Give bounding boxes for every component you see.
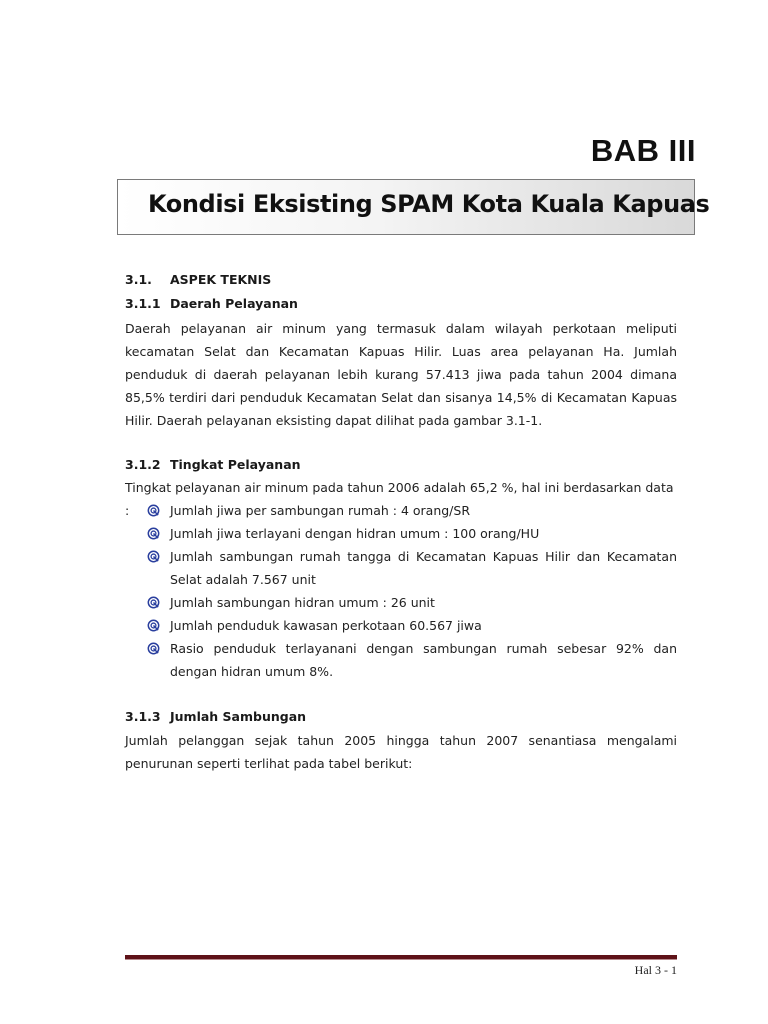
list-item-text: Jumlah penduduk kawasan perkotaan 60.567 jiwa — [170, 618, 482, 633]
subsection-title: Tingkat Pelayanan — [170, 457, 301, 472]
subsection-heading-3-1-2 — [125, 457, 301, 472]
list-item — [147, 637, 677, 683]
page-number: Hal 3 - 1 — [634, 963, 677, 977]
section-title: ASPEK TEKNIS — [170, 272, 272, 287]
swirl-bullet-icon — [147, 550, 160, 563]
section-heading — [125, 272, 271, 287]
list-item-text: Jumlah jiwa terlayani dengan hidran umum : 100 orang/HU — [170, 526, 540, 541]
list-item — [147, 499, 677, 522]
subsection-heading-3-1-3 — [125, 709, 306, 724]
swirl-bullet-icon — [147, 596, 160, 609]
paragraph-daerah-pelayanan: Daerah pelayanan air minum yang termasuk dalam wilayah perkotaan meliputi kecamatan Selat dan Kecamatan Kapuas Hilir. Luas area pelayanan Ha. Jumlah penduduk di daerah pelayanan lebih kurang 57.413 jiwa pada tahun 2004 dimana 85,5% terdiri dari penduduk Kecamatan Selat dan sisanya 14,5% di Kecamatan Kapuas Hilir. Daerah pelayanan eksisting dapat dilihat pada gambar 3.1-1. — [125, 321, 677, 428]
footer-divider — [125, 955, 677, 960]
swirl-bullet-icon — [147, 619, 160, 632]
list-item — [147, 522, 677, 545]
list-item — [147, 545, 677, 591]
subsection-title: Daerah Pelayanan — [170, 296, 298, 311]
paragraph-tingkat-pelayanan-intro: Tingkat pelayanan air minum pada tahun 2006 adalah 65,2 %, hal ini berdasarkan data : — [125, 480, 674, 518]
chapter-title-box — [117, 179, 710, 235]
subsection-heading-3-1-1 — [125, 296, 298, 311]
list-item-text: Rasio penduduk terlayanani dengan sambungan rumah sebesar 92% dan dengan hidran umum 8%. — [170, 641, 677, 679]
list-item-text: Jumlah sambungan rumah tangga di Kecamatan Kapuas Hilir dan Kecamatan Selat adalah 7.567 unit — [170, 549, 677, 587]
list-item — [147, 591, 677, 614]
list-item — [147, 614, 677, 637]
swirl-bullet-icon — [147, 504, 160, 517]
list-item-text: Jumlah jiwa per sambungan rumah : 4 orang/SR — [170, 503, 471, 518]
bullet-list-tingkat-pelayanan — [147, 499, 677, 683]
section-number: 3.1. — [125, 272, 152, 287]
chapter-title: Kondisi Eksisting SPAM Kota Kuala Kapuas — [148, 190, 710, 218]
list-item-text: Jumlah sambungan hidran umum : 26 unit — [170, 595, 435, 610]
subsection-number: 3.1.2 — [125, 457, 161, 472]
subsection-number: 3.1.1 — [125, 296, 161, 311]
paragraph-jumlah-sambungan: Jumlah pelanggan sejak tahun 2005 hingga tahun 2007 senantiasa mengalami penurunan seperti terlihat pada tabel berikut: — [125, 733, 677, 771]
swirl-bullet-icon — [147, 527, 160, 540]
swirl-bullet-icon — [147, 642, 160, 655]
subsection-number: 3.1.3 — [125, 709, 161, 724]
subsection-title: Jumlah Sambungan — [170, 709, 307, 724]
chapter-heading: BAB III — [590, 133, 696, 168]
